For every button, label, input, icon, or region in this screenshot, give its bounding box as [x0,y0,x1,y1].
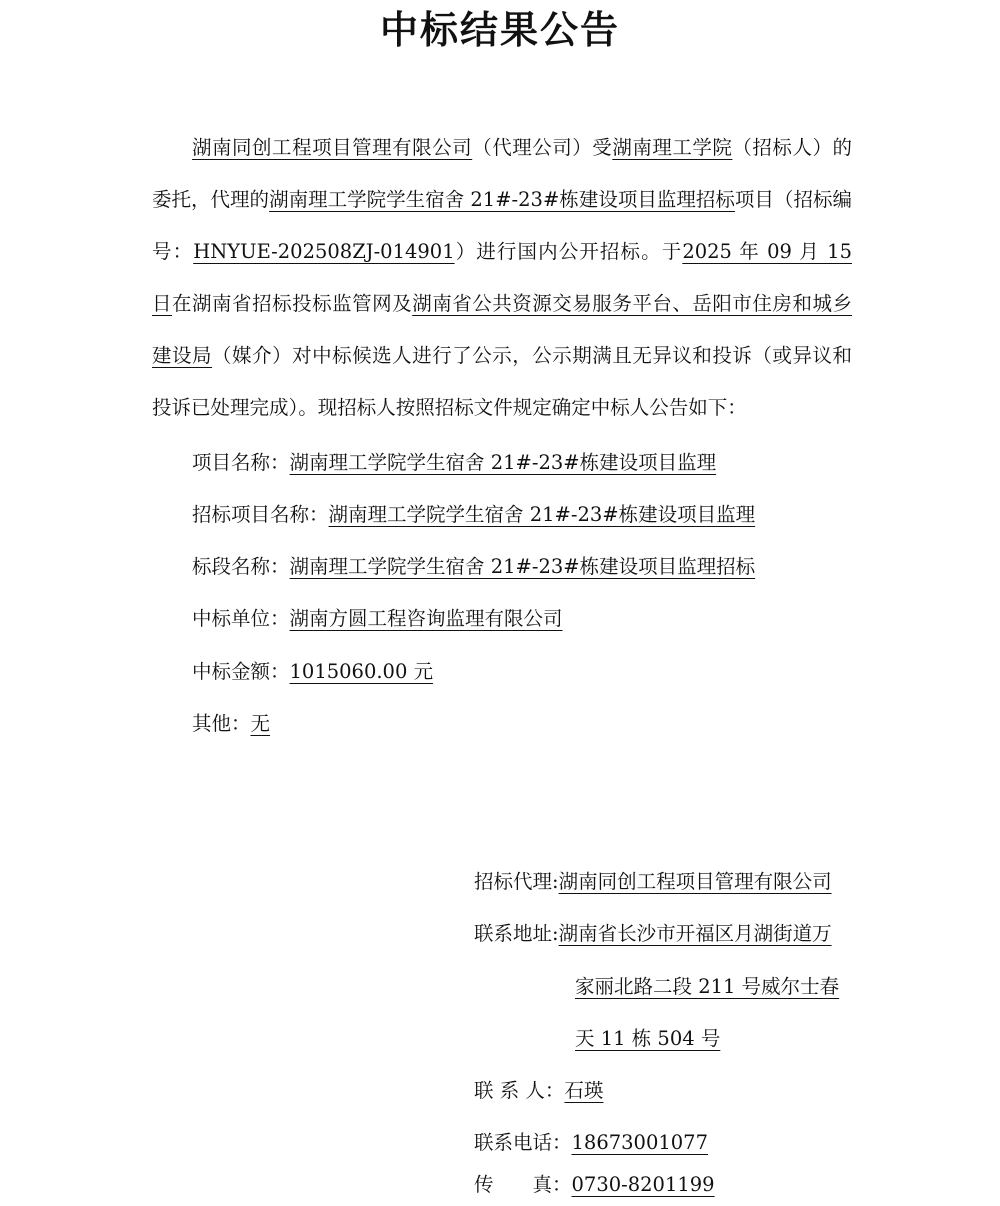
field-value: 湖南理工学院学生宿舍 21#-23#栋建设项目监理招标 [289,555,756,578]
intro-paragraph [152,122,852,434]
signature-label: 联 系 人： [474,1079,565,1102]
field-winning-unit [192,604,563,634]
intro-text-1: （代理公司）受 [472,136,613,159]
intro-text-5: 在湖南省招标投标监管网及 [172,292,413,315]
field-section-name [192,552,755,582]
signature-label: 传 真： [474,1173,572,1196]
field-project-name [192,448,716,478]
page-title: 中标结果公告 [379,8,620,52]
signature-label: 招标代理: [474,870,559,893]
project-name: 湖南理工学院学生宿舍 21#-23#栋建设项目监理招标 [269,188,735,211]
signature-value: 石瑛 [564,1079,604,1102]
intro-text-4: ）进行国内公开招标。于 [454,240,683,263]
tenderer-name: 湖南理工学院 [612,136,733,159]
field-label: 标段名称： [192,555,290,578]
signature-value: 湖南同创工程项目管理有限公司 [558,870,832,893]
field-label: 其他： [192,712,251,735]
tender-code: HNYUE-202508ZJ-014901 [193,240,455,263]
signature-address-line3 [575,1024,720,1054]
field-label: 项目名称： [192,451,290,474]
signature-value: 天 11 栋 504 号 [575,1027,721,1050]
field-tender-project-name [192,500,755,530]
signature-label: 联系地址: [474,922,559,945]
signature-agent [474,867,832,897]
field-value: 湖南理工学院学生宿舍 21#-23#栋建设项目监理 [289,451,717,474]
field-value: 湖南理工学院学生宿舍 21#-23#栋建设项目监理 [328,503,756,526]
signature-address-line2 [575,972,839,1002]
field-value: 无 [250,712,271,735]
intro-text-6: （媒介）对中标候选人进行了公示，公示期满且无异议和投诉（或异议和投诉已处理完成）。现招标人按照招标文件规定确定中标人公告如下： [152,344,852,419]
agent-company: 湖南同创工程项目管理有限公司 [192,136,473,159]
signature-address [474,919,832,949]
signature-value: 0730-8201199 [571,1173,715,1196]
field-value: 湖南方圆工程咨询监理有限公司 [289,607,563,630]
signature-fax [474,1170,715,1200]
field-label: 中标金额： [192,660,290,683]
signature-value: 家丽北路二段 211 号威尔士春 [575,975,840,998]
field-label: 中标单位： [192,607,290,630]
signature-contact [474,1076,603,1106]
field-label: 招标项目名称： [192,503,329,526]
signature-phone [474,1128,708,1158]
signature-value: 湖南省长沙市开福区月湖街道万 [558,922,832,945]
publish-media: 湖南省公共资源交易服务平台、岳阳市住房和城乡建设局 [152,292,852,367]
intro-text-3: 项目（招标编号： [152,188,852,263]
field-other [192,709,270,739]
publish-date: 2025 年 09 月 15 日 [152,240,852,315]
field-value: 1015060.00 元 [289,660,434,683]
field-winning-amount [192,657,433,687]
intro-text-2: （招标人）的委托，代理的 [152,136,852,211]
signature-value: 18673001077 [571,1131,708,1154]
signature-label: 联系电话： [474,1131,572,1154]
